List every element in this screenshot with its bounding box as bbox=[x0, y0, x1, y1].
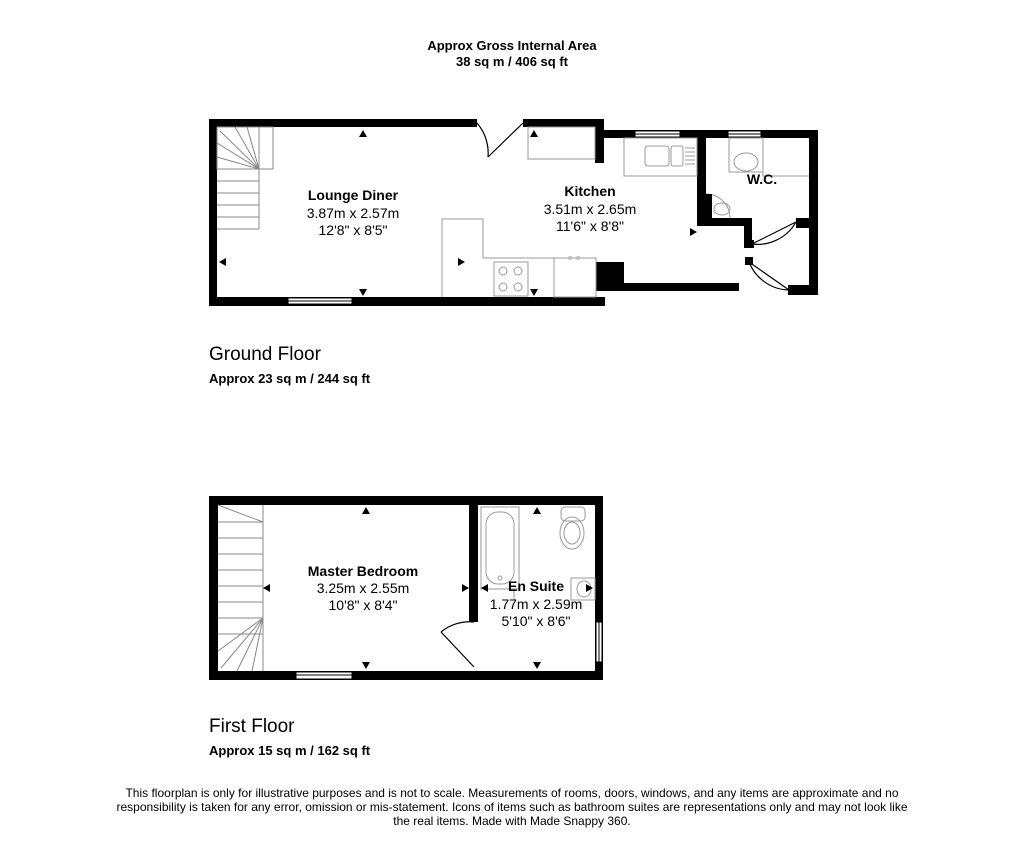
first-floor-area: Approx 15 sq m / 162 sq ft bbox=[209, 743, 371, 758]
room-label-lounge-diner: Lounge Diner bbox=[307, 187, 399, 203]
room-label-master-bedroom: Master Bedroom bbox=[307, 563, 419, 579]
gross-area-value: 38 sq m / 406 sq ft bbox=[456, 54, 568, 69]
room-imperial-master-bedroom: 10'8" x 8'4" bbox=[328, 597, 398, 613]
room-imperial-lounge-diner: 12'8" x 8'5" bbox=[318, 222, 388, 238]
gross-area-title: Approx Gross Internal Area bbox=[427, 38, 597, 53]
room-metric-kitchen: 3.51m x 2.65m bbox=[543, 201, 637, 217]
room-metric-master-bedroom: 3.25m x 2.55m bbox=[316, 580, 410, 596]
ground-floor-area: Approx 23 sq m / 244 sq ft bbox=[209, 371, 371, 386]
first-floor-stairs bbox=[218, 505, 263, 671]
room-metric-en-suite: 1.77m x 2.59m bbox=[489, 596, 583, 612]
disclaimer-text: This floorplan is only for illustrative purposes and is not to scale. Measurements of rooms, doors, windows, and any items are approximate and no responsibility is taken for any error, omission or mis-statement. Icons of items such as bathroom suites are representations only and may not look like the real items. Made with Made Snappy 360. bbox=[116, 786, 908, 828]
first-floor-door bbox=[441, 622, 474, 667]
wc-fixture-block bbox=[706, 194, 712, 218]
ground-floor-stairs bbox=[217, 127, 273, 229]
ground-floor-title: Ground Floor bbox=[209, 344, 321, 365]
first-floor-title: First Floor bbox=[209, 716, 295, 737]
room-imperial-kitchen: 11'6" x 8'8" bbox=[556, 218, 624, 234]
room-label-kitchen: Kitchen bbox=[564, 183, 616, 199]
room-imperial-en-suite: 5'10" x 8'6" bbox=[501, 613, 571, 629]
ground-floor-door-jambs bbox=[744, 240, 754, 265]
room-label-en-suite: En Suite bbox=[507, 578, 564, 594]
room-metric-lounge-diner: 3.87m x 2.57m bbox=[306, 205, 400, 221]
room-label-wc: W.C. bbox=[746, 171, 778, 187]
first-floor-windows bbox=[296, 622, 602, 679]
